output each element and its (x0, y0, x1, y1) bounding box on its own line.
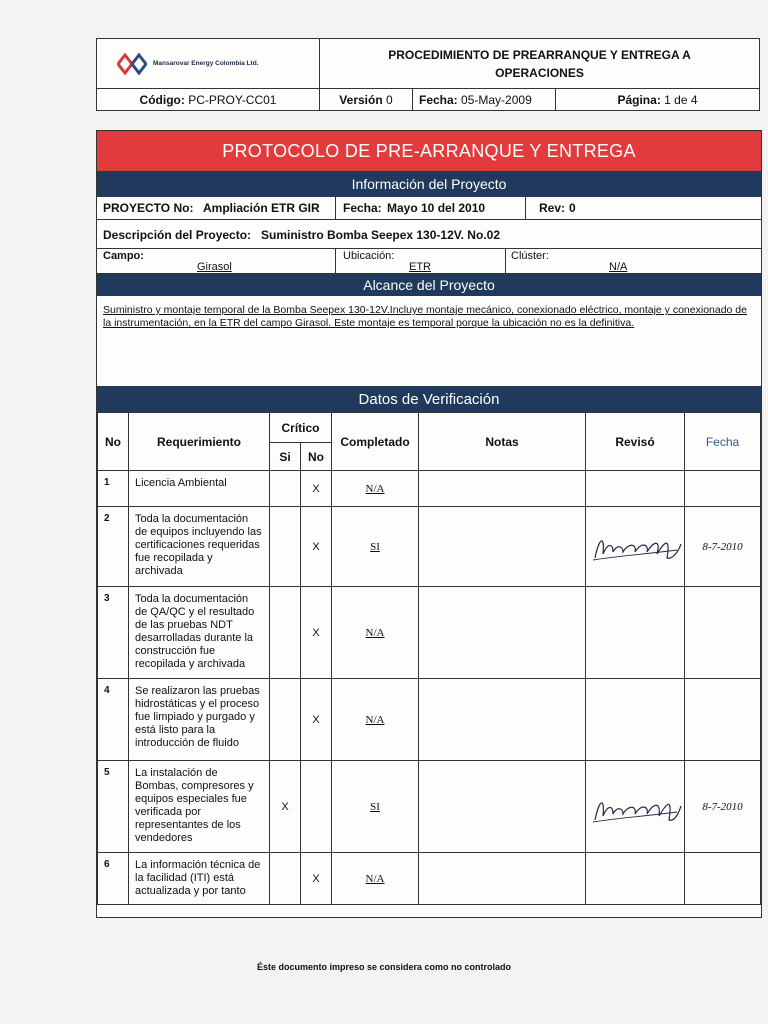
reviso-signature-5 (586, 761, 685, 853)
proyecto-fecha-value: Mayo 10 del 2010 (387, 201, 486, 215)
logo-cell (97, 39, 320, 89)
codigo-value: PC-PROY-CC01 (188, 92, 277, 107)
pagina-value: 1 de 4 (664, 92, 698, 107)
scope-text: Suministro y montaje temporal de la Bomba Seepex 130-12V.Incluye montaje mecánico, conexionado eléctrico, montaje y conexionado de la instrumentación, en la ETR del campo Girasol. Este montaje es temporal porque la ubicación no es la definitiva. (103, 304, 747, 329)
descripcion-value: Suministro Bomba Seepex 130-12V. No.02 (261, 228, 500, 242)
pagina-cell: Página: 1 de 4 (556, 89, 760, 111)
footer-note: Éste documento impreso se considera como no controlado (256, 962, 512, 972)
cluster-value: N/A (609, 261, 628, 273)
table-row: 6 La información técnica de la facilidad (ITI) está actualizada y por tanto X N/A (98, 853, 761, 905)
verif-section-title: Datos de Verificación (97, 386, 761, 412)
descripcion-row: Descripción del Proyecto: Suministro Bomba Seepex 130-12V. No.02 (97, 220, 761, 249)
version-cell: Versión 0 (320, 89, 413, 111)
proyecto-value: Ampliación ETR GIR (203, 201, 320, 215)
table-row: 2 Toda la documentación de equipos incluyendo las certificaciones requeridas fue recopilada y archivada X SI 8-7-2010 (98, 507, 761, 587)
document-header (96, 38, 760, 111)
reviso-signature-2 (586, 507, 685, 587)
table-row: 1 Licencia Ambiental X N/A (98, 471, 761, 507)
campo-value: Girasol (197, 261, 232, 273)
scope-box (97, 296, 761, 386)
table-row: 4 Se realizaron las pruebas hidrostáticas y el proceso fue limpiado y purgado y está listo para la introducción de fluido X N/A (98, 679, 761, 761)
fecha-value: 05-May-2009 (461, 92, 532, 107)
company-logo-icon (117, 53, 147, 75)
codigo-cell: Código: PC-PROY-CC01 (97, 89, 320, 111)
proyecto-row: PROYECTO No: Ampliación ETR GIR Fecha: Mayo 10 del 2010 Rev: 0 (97, 197, 761, 220)
company-name: Mansarovar Energy Colombia Ltd. (153, 60, 259, 67)
info-section-title: Información del Proyecto (97, 171, 761, 197)
verification-table: No Requerimiento Crítico Completado Notas Revisó Fecha Si No 1 Licencia Ambiental X N/A 2 Toda la documentación de equipos incluyendo las certificaciones requeridas fue recopilada y archivada X SI 8-7-2010 3 Toda la documentación de QA/QC y el resultado de las pruebas NDT desarrolladas durante la construcción fue recopilada y archivada X N/A 4 Se realizaron las pruebas hidrostáticas y el proceso fue limpiado y purgado y está listo para la introducción de fluido X N/A 5 La instalación de Bombas, compresores y equipos especiales fue verificada por representantes de los vendedores X SI 8-7-2010 6 La información técnica de la facilidad (ITI) está actualizada y por tanto X N/A (97, 412, 761, 905)
version-value: 0 (386, 92, 393, 107)
ubicacion-value: ETR (409, 261, 431, 273)
handwritten-signature-icon (587, 520, 683, 570)
handwritten-signature-icon (587, 780, 683, 830)
document-title: PROCEDIMIENTO DE PREARRANQUE Y ENTREGA A OPERACIONES (320, 39, 760, 89)
fecha-cell: Fecha: 05-May-2009 (413, 89, 556, 111)
campo-row: Campo: Girasol Ubicación: ETR Clúster: N/A (97, 249, 761, 274)
table-row: 3 Toda la documentación de QA/QC y el resultado de las pruebas NDT desarrolladas durante la construcción fue recopilada y archivada X N/A (98, 587, 761, 679)
protocol-title: PROTOCOLO DE PRE-ARRANQUE Y ENTREGA (97, 131, 761, 171)
table-row: 5 La instalación de Bombas, compresores y equipos especiales fue verificada por representantes de los vendedores X SI 8-7-2010 (98, 761, 761, 853)
protocol-form (96, 130, 762, 918)
rev-value: 0 (569, 201, 576, 215)
scope-section-title: Alcance del Proyecto (97, 274, 761, 296)
